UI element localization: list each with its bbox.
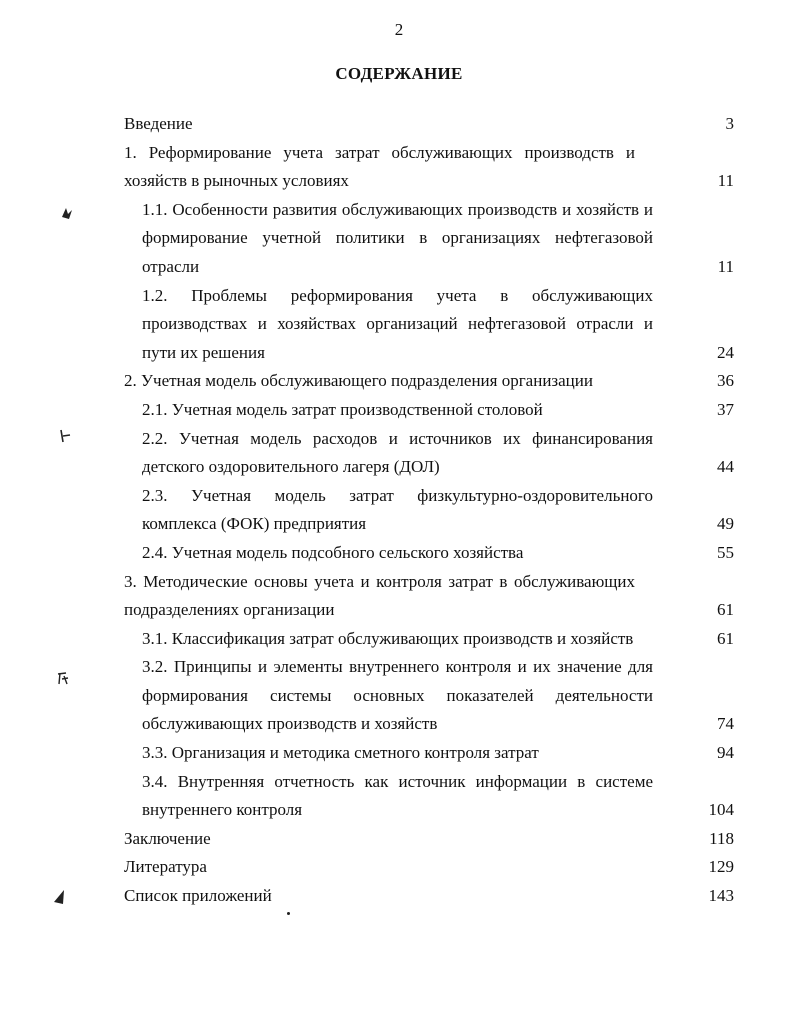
- toc-entry-text: 3.2. Принципы и элементы внутреннего контроля и их значение для формирования системы основных показателей деятельности обслуживающих производств и хозяйств: [142, 657, 653, 734]
- toc-entry-section-3-4: [142, 768, 798, 825]
- toc-entry-page: 61: [717, 600, 734, 620]
- page-number: 2: [394, 20, 404, 39]
- toc-entry-text: 3. Методические основы учета и контроля затрат в обслуживающих подразделениях организации: [124, 571, 635, 620]
- toc-entry-text: Введение: [124, 114, 193, 133]
- toc-entry-section-1-2: [142, 282, 798, 368]
- toc-entry-page: 49: [717, 514, 734, 534]
- toc-entry-text: Литература: [124, 857, 207, 877]
- toc-entry-section-2-1: [142, 396, 798, 425]
- toc-entry-introduction: [124, 110, 798, 139]
- toc-entry-text: 3.3. Организация и методика сметного контроля затрат: [142, 743, 539, 763]
- scan-speck: [287, 912, 290, 915]
- toc-entry-page: 55: [717, 542, 734, 562]
- toc-entry-page: 44: [717, 457, 734, 477]
- page-title: СОДЕРЖАНИЕ: [335, 64, 463, 83]
- table-of-contents: [0, 110, 798, 911]
- toc-entry-chapter-1: [124, 139, 798, 196]
- margin-scribble-mark: [60, 205, 74, 221]
- toc-entry-text: 1.2. Проблемы реформирования учета в обслуживающих производствах и хозяйствах организаций нефтегазовой отрасли и пути их решения: [142, 285, 653, 362]
- toc-entry-section-2-3: [142, 482, 798, 539]
- toc-entry-chapter-2: [124, 367, 798, 396]
- toc-entry-text: 2.1. Учетная модель затрат производственной столовой: [142, 399, 543, 419]
- toc-entry-appendices: [124, 882, 798, 911]
- toc-entry-page: 61: [717, 628, 734, 648]
- toc-entry-section-2-4: [142, 539, 798, 568]
- margin-scribble-mark: [58, 428, 72, 444]
- toc-entry-text: 3.1. Классификация затрат обслуживающих производств и хозяйств: [142, 628, 634, 648]
- toc-entry-page: 3: [725, 114, 734, 133]
- toc-entry-page: 104: [708, 800, 734, 820]
- toc-entry-page: 74: [717, 714, 734, 734]
- toc-entry-text: Заключение: [124, 828, 211, 848]
- toc-entry-text: 1.1. Особенности развития обслуживающих производств и хозяйств и формирование учетной политики в организациях нефтегазовой отрасли: [142, 199, 653, 276]
- toc-entry-text: 1. Реформирование учета затрат обслуживающих производств и хозяйств в рыночных условиях: [124, 142, 635, 191]
- toc-entry-page: 37: [717, 399, 734, 419]
- toc-entry-section-1-1: [142, 196, 798, 282]
- toc-entry-text: Список приложений: [124, 886, 272, 906]
- margin-scribble-mark: [56, 670, 70, 686]
- toc-entry-page: 24: [717, 342, 734, 362]
- toc-entry-section-3-1: [142, 625, 798, 654]
- toc-entry-page: 129: [708, 857, 734, 877]
- toc-entry-section-2-2: [142, 425, 798, 482]
- toc-entry-page: 143: [708, 886, 734, 906]
- toc-entry-page: 94: [717, 743, 734, 763]
- margin-scribble-mark: [52, 888, 68, 906]
- toc-entry-conclusion: [124, 825, 798, 854]
- toc-entry-literature: [124, 853, 798, 882]
- toc-entry-text: 2.4. Учетная модель подсобного сельского хозяйства: [142, 542, 524, 562]
- toc-entry-section-3-2: [142, 653, 798, 739]
- toc-entry-text: 2.3. Учетная модель затрат физкультурно-оздоровительного комплекса (ФОК) предприятия: [142, 485, 653, 534]
- toc-entry-chapter-3: [124, 568, 798, 625]
- toc-entry-page: 11: [717, 171, 734, 191]
- toc-entry-text: 3.4. Внутренняя отчетность как источник информации в системе внутреннего контроля: [142, 771, 653, 820]
- toc-entry-page: 118: [709, 828, 734, 848]
- toc-entry-page: 36: [717, 371, 734, 391]
- toc-entry-section-3-3: [142, 739, 798, 768]
- toc-entry-text: 2.2. Учетная модель расходов и источников их финансирования детского оздоровительного лагеря (ДОЛ): [142, 428, 653, 477]
- toc-entry-page: 11: [717, 256, 734, 276]
- toc-entry-text: 2. Учетная модель обслуживающего подразделения организации: [124, 371, 593, 391]
